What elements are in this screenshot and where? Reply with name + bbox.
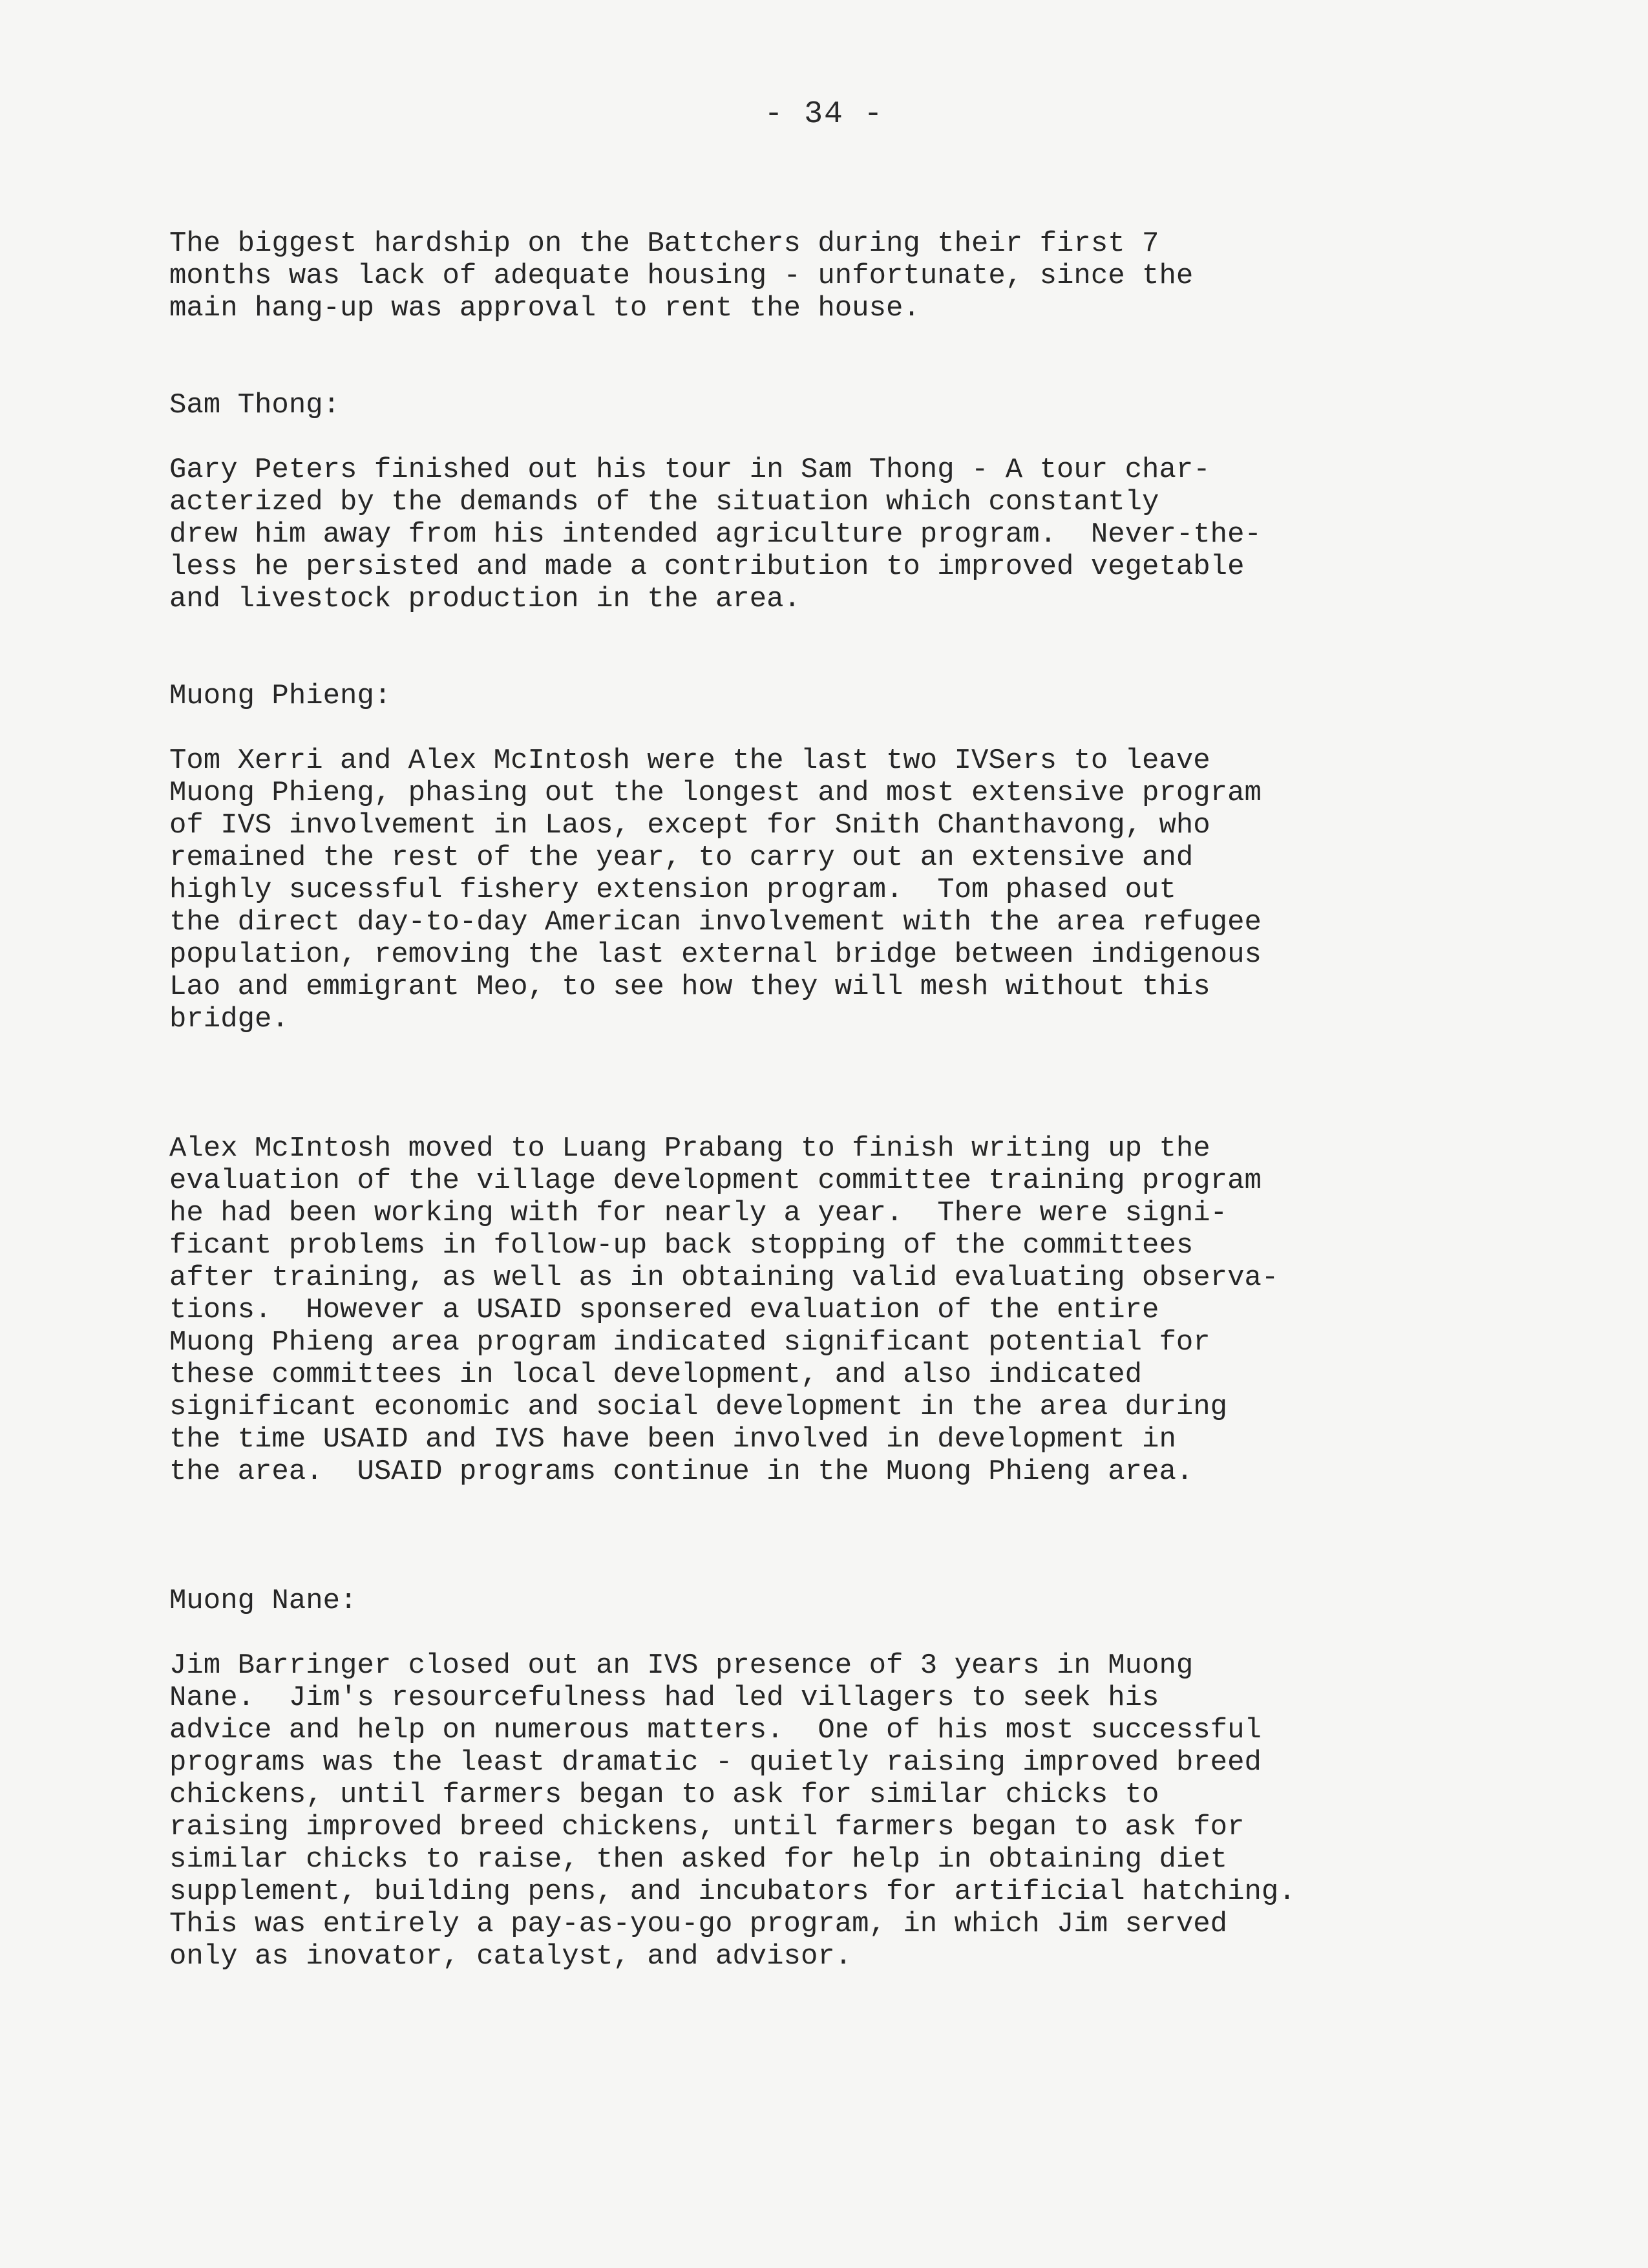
paragraph-sam-thong	[169, 454, 1462, 615]
text-line: less he persisted and made a contribution to improved vegetable	[169, 551, 1245, 583]
text-line: similar chicks to raise, then asked for help in obtaining diet	[169, 1843, 1228, 1876]
text-line: The biggest hardship on the Battchers during their first 7	[169, 228, 1159, 260]
paragraph-muong-phieng-mcintosh	[169, 1132, 1462, 1488]
document-body	[169, 228, 1462, 1973]
section-heading-sam-thong: Sam Thong:	[169, 389, 341, 421]
text-line: evaluation of the village development committee training program	[169, 1165, 1262, 1197]
text-line: Jim Barringer closed out an IVS presence of 3 years in Muong	[169, 1649, 1194, 1682]
text-line: Lao and emmigrant Meo, to see how they will mesh without this	[169, 971, 1210, 1003]
text-line: and livestock production in the area.	[169, 583, 801, 615]
text-line: these committees in local development, and also indicated	[169, 1359, 1143, 1391]
text-line: significant economic and social development in the area during	[169, 1391, 1228, 1423]
text-line: after training, as well as in obtaining valid evaluating observa-	[169, 1262, 1279, 1294]
text-line: Alex McIntosh moved to Luang Prabang to finish writing up the	[169, 1132, 1210, 1165]
text-line: Muong Phieng, phasing out the longest and most extensive program	[169, 777, 1262, 809]
text-line: population, removing the last external bridge between indigenous	[169, 938, 1262, 971]
text-line: he had been working with for nearly a year. There were signi-	[169, 1197, 1228, 1229]
page-number: - 34 -	[764, 97, 884, 132]
text-line: Gary Peters finished out his tour in Sam Thong - A tour char-	[169, 454, 1210, 486]
text-line: bridge.	[169, 1003, 289, 1035]
text-line: drew him away from his intended agriculture program. Never-the-	[169, 518, 1262, 551]
text-line: tions. However a USAID sponsered evaluation of the entire	[169, 1294, 1159, 1326]
section-heading-muong-nane: Muong Nane:	[169, 1585, 357, 1617]
text-line: ficant problems in follow-up back stopping of the committees	[169, 1229, 1194, 1262]
text-line: acterized by the demands of the situation which constantly	[169, 486, 1159, 518]
text-line: supplement, building pens, and incubators for artificial hatching.	[169, 1876, 1296, 1908]
text-line: Nane. Jim's resourcefulness had led villagers to seek his	[169, 1682, 1159, 1714]
text-line: only as inovator, catalyst, and advisor.	[169, 1940, 852, 1973]
text-line: Tom Xerri and Alex McIntosh were the last two IVSers to leave	[169, 745, 1210, 777]
text-line: remained the rest of the year, to carry out an extensive and	[169, 842, 1194, 874]
paragraph-muong-nane	[169, 1649, 1462, 1973]
text-line: the time USAID and IVS have been involved in development in	[169, 1423, 1176, 1456]
text-line: Muong Phieng area program indicated significant potential for	[169, 1326, 1210, 1359]
text-line: of IVS involvement in Laos, except for Snith Chanthavong, who	[169, 809, 1210, 842]
text-line: highly sucessful fishery extension program. Tom phased out	[169, 874, 1176, 906]
text-line: the area. USAID programs continue in the Muong Phieng area.	[169, 1456, 1194, 1488]
text-line: the direct day-to-day American involvement with the area refugee	[169, 906, 1262, 938]
paragraph-muong-phieng-xerri	[169, 745, 1462, 1035]
section-heading-muong-phieng: Muong Phieng:	[169, 680, 392, 712]
text-line: raising improved breed chickens, until farmers began to ask for	[169, 1811, 1245, 1843]
text-line: main hang-up was approval to rent the house.	[169, 292, 920, 324]
text-line: months was lack of adequate housing - unfortunate, since the	[169, 260, 1194, 292]
text-line: This was entirely a pay-as-you-go program, in which Jim served	[169, 1908, 1228, 1940]
text-line: programs was the least dramatic - quietly raising improved breed	[169, 1746, 1262, 1779]
text-line: chickens, until farmers began to ask for similar chicks to	[169, 1779, 1159, 1811]
text-line: advice and help on numerous matters. One of his most successful	[169, 1714, 1262, 1746]
paragraph-battchers-housing	[169, 228, 1462, 324]
